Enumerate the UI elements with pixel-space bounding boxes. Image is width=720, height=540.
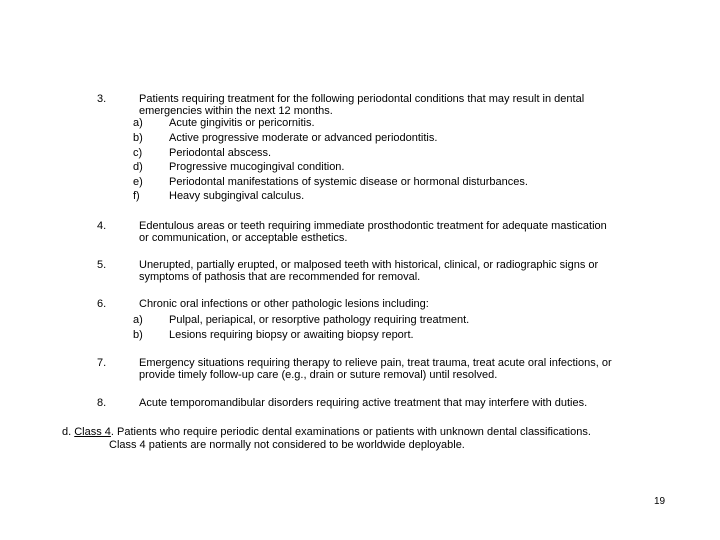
item-text-line: Emergency situations requiring therapy to relieve pain, treat trauma, treat acute oral infections, or (139, 357, 612, 369)
item-number: 7. (97, 357, 107, 369)
item-text-line: Acute temporomandibular disorders requiring active treatment that may interfere with duties. (139, 397, 588, 409)
item-text-line: Patients requiring treatment for the following periodontal conditions that may result in dental (139, 93, 585, 105)
item-text-line: Chronic oral infections or other pathologic lesions including: (139, 298, 429, 310)
page-number: 19 (654, 496, 666, 507)
item-text-line: Unerupted, partially erupted, or malposed teeth with historical, clinical, or radiographic signs or (139, 259, 599, 271)
item-number: 8. (97, 397, 107, 409)
item-number: 6. (97, 298, 107, 310)
item-text (139, 358, 659, 381)
class-4-sentence-2: Class 4 patients are normally not considered to be worldwide deployable. (109, 439, 465, 451)
class-4-label: Class 4 (74, 426, 111, 438)
item-number: 5. (97, 259, 107, 271)
item-text (139, 221, 659, 244)
item-text-line: provide timely follow-up care (e.g., drain or suture removal) until resolved. (139, 368, 498, 381)
footer-sentence: . Patients who require periodic dental examinations or patients with unknown dental classifications. (110, 426, 591, 438)
class-4-paragraph (62, 427, 591, 439)
item-number: 4. (97, 220, 107, 232)
item-text-line: emergencies within the next 12 months. (139, 104, 333, 117)
item-text-line: symptoms of pathosis that are recommended for removal. (139, 270, 421, 283)
item-text-line: or communication, or acceptable esthetics. (139, 231, 348, 244)
item-text (139, 94, 659, 117)
item-text (139, 260, 659, 283)
item-text-line: Edentulous areas or teeth requiring immediate prosthodontic treatment for adequate mastication (139, 220, 607, 232)
item-text (139, 299, 659, 311)
footer-prefix: d. (62, 426, 75, 438)
item-number: 3. (97, 93, 107, 105)
item-text (139, 398, 659, 410)
